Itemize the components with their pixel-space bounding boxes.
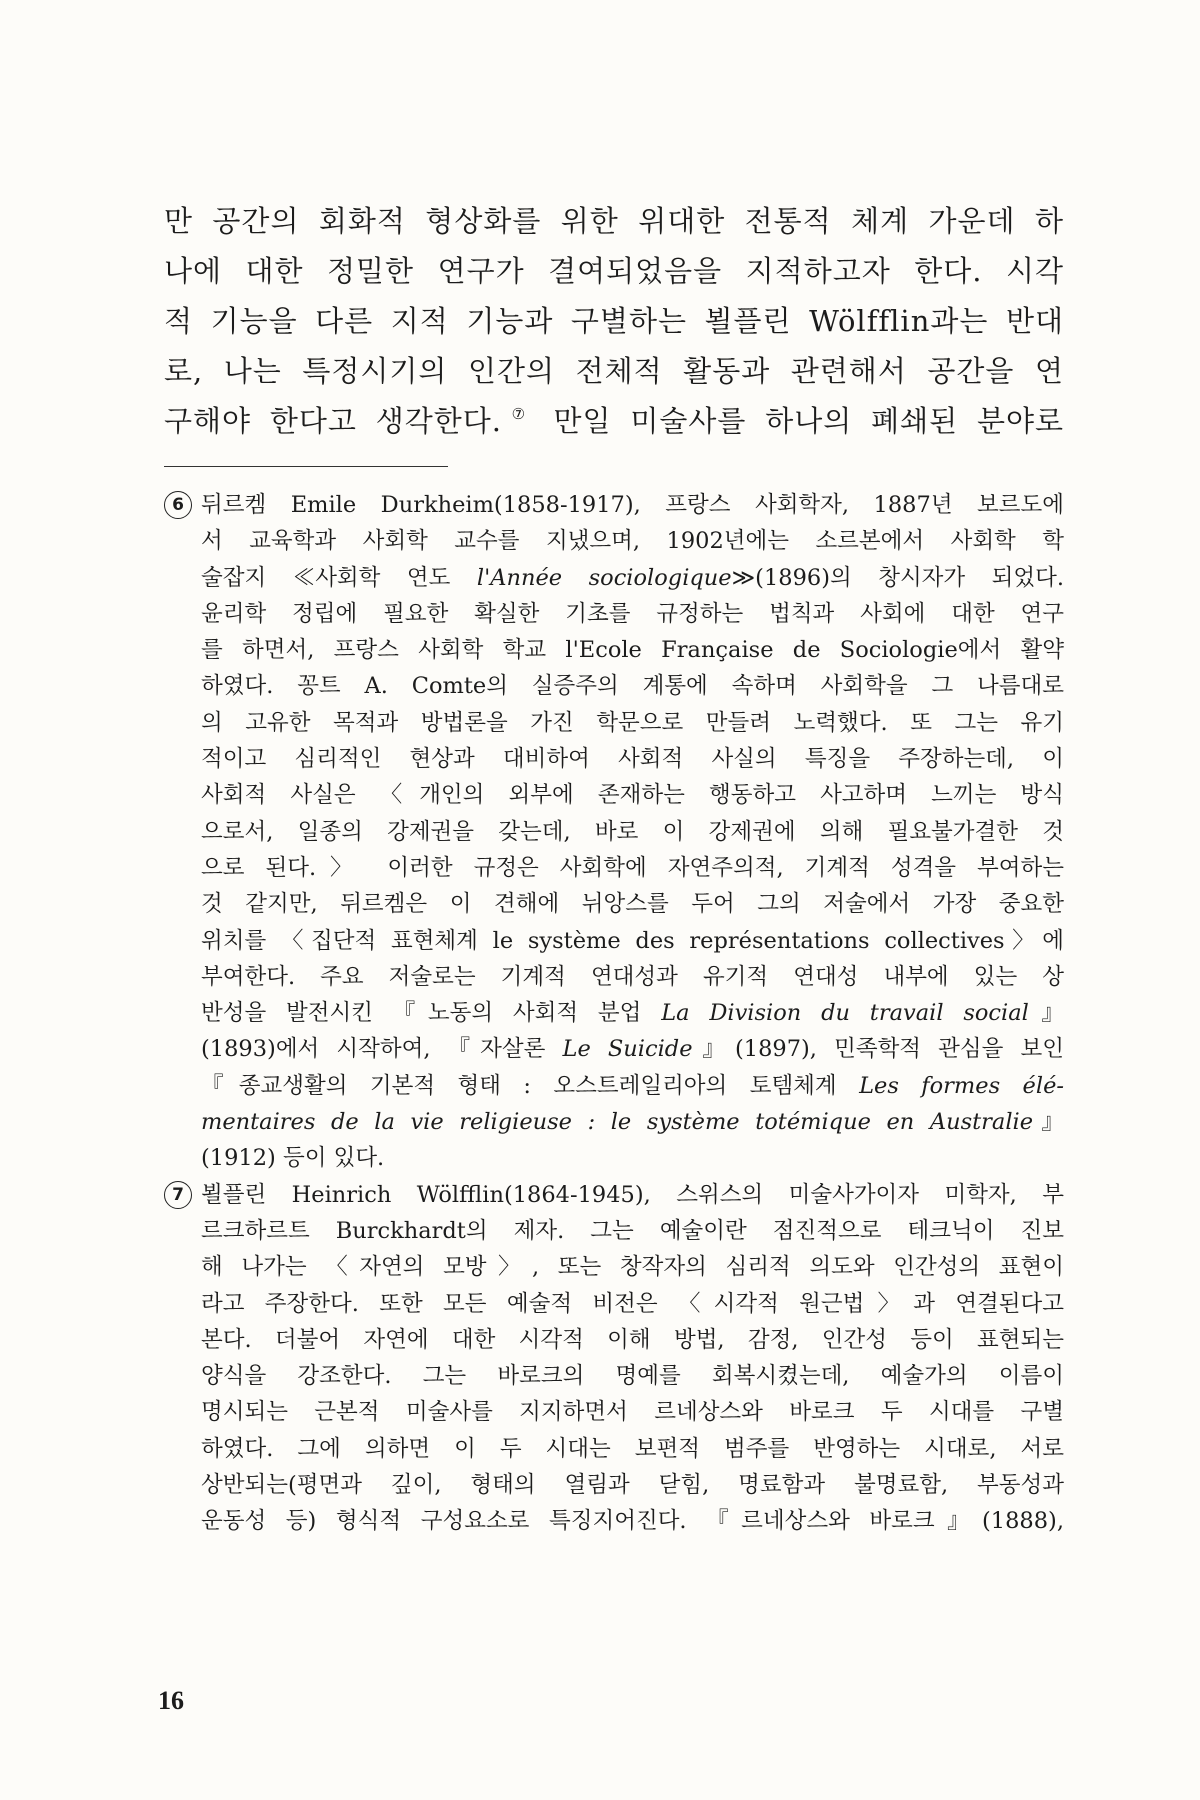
italic-title: Les formes élé- — [859, 1072, 1064, 1099]
text-segment: 부여한다. 주요 저술로는 기계적 연대성과 유기적 연대성 내부에 있는 상 — [201, 963, 1064, 990]
text-segment: 만일 미술사를 하나의 폐쇄된 분야로 — [534, 404, 1064, 438]
text-line: 만 공간의 회화적 형상화를 위한 위대한 전통적 체계 가운데 하 — [164, 204, 1064, 238]
main-text — [164, 196, 1064, 446]
italic-title: l'Année sociologique — [476, 564, 732, 591]
footnote-line — [201, 923, 1064, 959]
footnote-reference: ⑦ — [503, 405, 535, 423]
footnote-divider — [164, 466, 448, 467]
text-segment: 』 — [1033, 1109, 1064, 1136]
footnote-line — [201, 668, 1064, 704]
text-segment: 』(1897), 민족학적 관심을 보인 — [692, 1036, 1064, 1063]
footnote-line — [201, 814, 1064, 850]
footnote-line — [201, 1031, 1064, 1067]
footnote-7 — [164, 1177, 1064, 1540]
text-segment: 『종교생활의 기본적 형태 : 오스트레일리아의 토템체계 — [201, 1072, 860, 1099]
text-segment: ≫(1896)의 창시자가 되었다. — [731, 564, 1064, 591]
italic-title: mentaires de la vie religieuse : le système totémique en Australie — [201, 1109, 1034, 1136]
text-segment: 반성을 발전시킨 『노동의 사회적 분업 — [201, 1000, 662, 1027]
text-segment: 』 — [1028, 1000, 1064, 1027]
text-line — [164, 396, 1064, 446]
text-segment: 적이고 심리적인 현상과 대비하여 사회적 사실의 특징을 주장하는데, 이 — [201, 746, 1064, 773]
text-segment: 윤리학 정립에 필요한 확실한 기초를 규정하는 법칙과 사회에 대한 연구 — [201, 600, 1064, 627]
text-segment: (1893)에서 시작하여, 『자살론 — [201, 1036, 563, 1063]
italic-title: Le Suicide — [562, 1036, 693, 1063]
text-segment: 사회적 사실은 〈개인의 외부에 존재하는 행동하고 사고하며 느끼는 방식 — [201, 782, 1064, 809]
footnote-line — [201, 560, 1064, 596]
footnote-line: 해 나가는 〈자연의 모방〉, 또는 창작자의 심리적 의도와 인간성의 표현이 — [201, 1254, 1064, 1281]
footnote-line — [201, 1140, 1064, 1176]
text-segment: 의 고유한 목적과 방법론을 가진 학문으로 만들려 노력했다. 또 그는 유기 — [201, 709, 1064, 736]
text-segment: 를 하면서, 프랑스 사회학 학교 l'Ecole Française de Sociologie에서 활약 — [201, 637, 1064, 664]
footnote-line: 양식을 강조한다. 그는 바로크의 명예를 회복시켰는데, 예술가의 이름이 — [201, 1363, 1064, 1390]
footnote-line: 상반되는(평면과 깊이, 형태의 열림과 닫힘, 명료함과 불명료함, 부동성과 — [201, 1472, 1064, 1499]
footnote-marker: 6 — [164, 491, 192, 519]
text-segment: 서 교육학과 사회학 교수를 지냈으며, 1902년에는 소르본에서 사회학 학 — [201, 528, 1064, 555]
footnote-line — [201, 850, 1064, 886]
footnote-line — [201, 523, 1064, 559]
footnote-line: 명시되는 근본적 미술사를 지지하면서 르네상스와 바로크 두 시대를 구별 — [201, 1399, 1064, 1426]
text-segment: 위치를 〈집단적 표현체계 le système des représentations collectives〉에 — [201, 927, 1064, 954]
text-segment: 으로서, 일종의 강제권을 갖는데, 바로 이 강제권에 의해 필요불가결한 것 — [201, 818, 1064, 845]
text-segment: 하였다. 꽁트 A. Comte의 실증주의 계통에 속하며 사회학을 그 나름대로 — [201, 673, 1064, 700]
footnote-line: 뵐플린 Heinrich Wölfflin(1864-1945), 스위스의 미술사가이자 미학자, 부 — [201, 1181, 1064, 1208]
text-segment: (1912) 등이 있다. — [201, 1145, 385, 1172]
text-segment: 것 같지만, 뒤르켐은 이 견해에 뉘앙스를 두어 그의 저술에서 가장 중요한 — [201, 891, 1064, 918]
page-number: 16 — [158, 1686, 184, 1715]
footnote-line — [201, 886, 1064, 922]
footnote-line — [201, 596, 1064, 632]
footnote-line: 하였다. 그에 의하면 이 두 시대는 보편적 범주를 반영하는 시대로, 서로 — [201, 1435, 1064, 1462]
footnote-line — [201, 959, 1064, 995]
text-line: 적 기능을 다른 지적 기능과 구별하는 뵐플린 Wölfflin과는 반대 — [164, 304, 1064, 338]
footnote-line — [201, 632, 1064, 668]
footnote-line — [201, 995, 1064, 1031]
footnote-line: 본다. 더불어 자연에 대한 시각적 이해 방법, 감정, 인간성 등이 표현되는 — [201, 1326, 1064, 1353]
text-segment: 구해야 한다고 생각한다. — [164, 404, 503, 438]
footnote-line: 라고 주장한다. 또한 모든 예술적 비전은 〈시각적 원근법〉과 연결된다고 — [201, 1290, 1064, 1317]
text-line: 나에 대한 정밀한 연구가 결여되었음을 지적하고자 한다. 시각 — [164, 254, 1064, 288]
footnote-line — [201, 777, 1064, 813]
text-line: 로, 나는 특정시기의 인간의 전체적 활동과 관련해서 공간을 연 — [164, 354, 1064, 388]
footnote-marker: 7 — [164, 1181, 192, 1209]
footnote-6 — [164, 487, 1064, 1177]
footnote-line: 르크하르트 Burckhardt의 제자. 그는 예술이란 점진적으로 테크닉이 진보 — [201, 1217, 1064, 1244]
text-segment: 술잡지 ≪사회학 연도 — [201, 564, 477, 591]
footnotes — [164, 487, 1064, 1540]
footnote-line — [201, 741, 1064, 777]
footnote-line — [201, 705, 1064, 741]
text-segment: 뒤르켐 Emile Durkheim(1858-1917), 프랑스 사회학자, 1887년 보르도에 — [201, 492, 1064, 518]
footnote-line — [201, 1104, 1064, 1140]
footnote-line: 운동성 등) 형식적 구성요소로 특징지어진다. 『르네상스와 바로크』(1888), — [201, 1508, 1064, 1535]
footnote-line — [201, 1068, 1064, 1104]
footnote-line — [201, 487, 1064, 523]
italic-title: La Division du travail social — [661, 1000, 1029, 1027]
text-segment: 으로 된다.〉 이러한 규정은 사회학에 자연주의적, 기계적 성격을 부여하는 — [201, 854, 1064, 881]
